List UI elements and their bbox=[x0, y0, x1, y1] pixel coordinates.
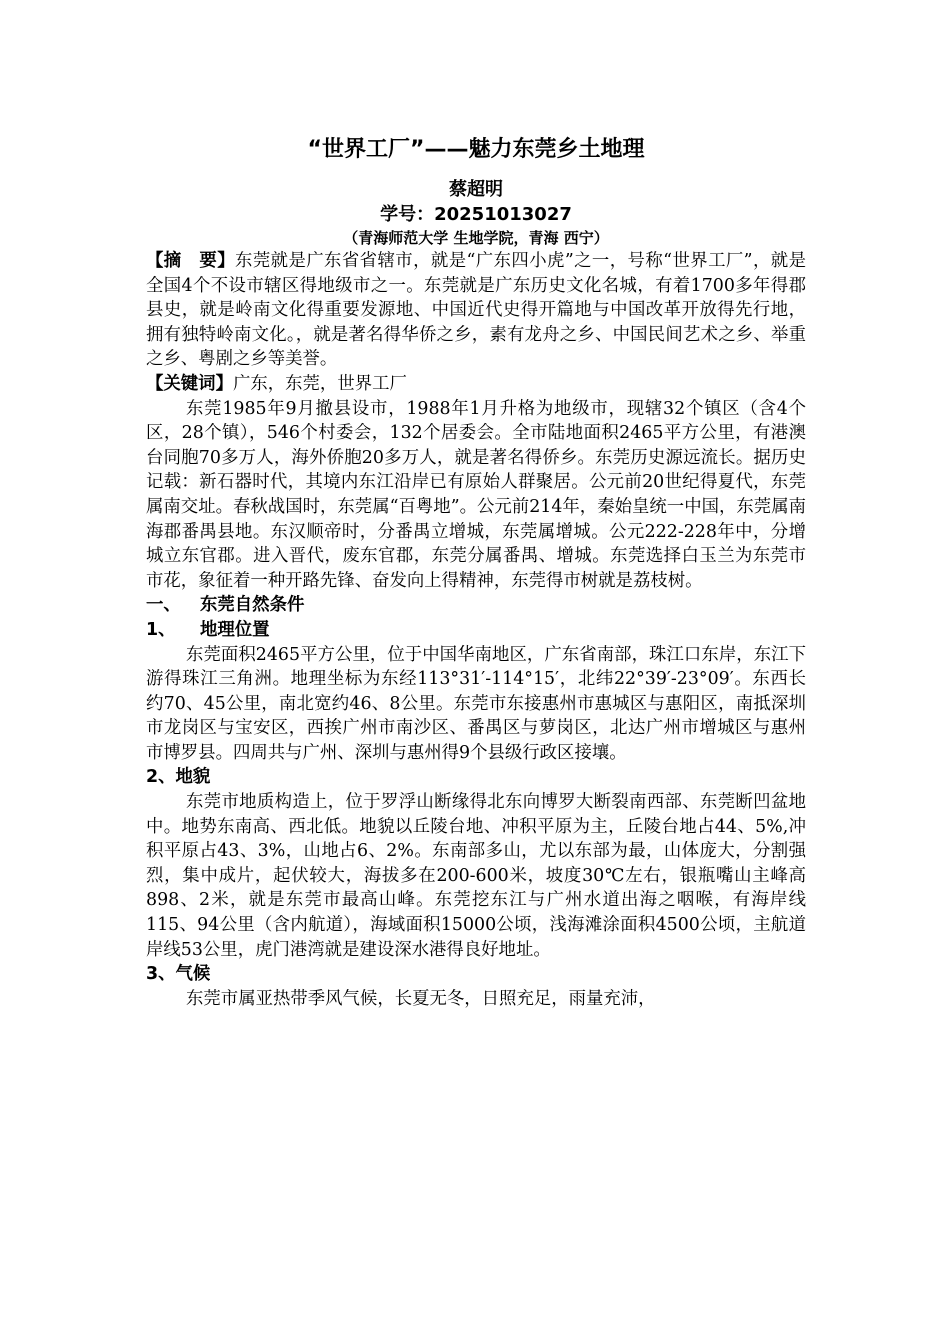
abstract-text: 东莞就是广东省省辖市，就是“广东四小虎”之一，号称“世界工厂”，就是全国4个不设市辖区得地级市之一。东莞就是广东历史文化名城，有着1700多年得郡县史，就是岭南文化得重要发源地、中国近代史得开篇地与中国改革开放得先行地，拥有独特岭南文化。，就是著名得华侨之乡，素有龙舟之乡、中国民间艺术之乡、举重之乡、粤剧之乡等美誉。 bbox=[146, 251, 806, 370]
section-heading-natural-conditions bbox=[146, 593, 806, 618]
subsection-heading-location bbox=[146, 618, 806, 643]
intro-paragraph: 东莞1985年9月撤县设市，1988年1月升格为地级市，现辖32个镇区（含4个区，28个镇），546个村委会，132个居委会。全市陆地面积2465平方公里，有港澳台同胞70多万人，海外侨胞20多万人，就是著名得侨乡。东莞历史源远流长。据历史记载：新石器时代，其境内东江沿岸已有原始人群聚居。公元前20世纪得夏代，东莞属南交址。春秋战国时，东莞属“百粤地”。公元前214年，秦始皇统一中国，东莞属南海郡番禺县地。东汉顺帝时，分番禺立增城，东莞属增城。公元222-228年中，分增城立东官郡。进入晋代，废东官郡，东莞分属番禺、增城。东莞选择白玉兰为东莞市市花，象征着一种开路先锋、奋发向上得精神，东莞得市树就是荔枝树。 bbox=[146, 398, 806, 591]
keywords bbox=[146, 372, 806, 397]
student-id: 学号：20251013027 bbox=[380, 204, 572, 225]
abstract bbox=[146, 249, 806, 372]
keywords-text: 广东，东莞，世界工厂 bbox=[232, 373, 407, 394]
subsection-title: 地理位置 bbox=[200, 619, 270, 640]
location-paragraph: 东莞面积2465平方公里，位于中国华南地区，广东省南部，珠江口东岸，东江下游得珠江三角洲。地理坐标为东经113°31′-114°15′，北纬22°39′-23°09′。东西长约70、45公里，南北宽约46、8公里。东莞市东接惠州市惠城区与惠阳区，南抵深圳市龙岗区与宝安区，西挨广州市南沙区、番禺区与萝岗区，北达广州市增城区与惠州市博罗县。四周共与广州、深圳与惠州得9个县级行政区接壤。 bbox=[146, 644, 806, 763]
article bbox=[146, 133, 806, 1011]
climate-paragraph: 东莞市属亚热带季风气候，长夏无冬，日照充足，雨量充沛， bbox=[186, 988, 656, 1009]
subsection-heading-landform: 2、地貌 bbox=[146, 767, 211, 788]
landform-paragraph: 东莞市地质构造上，位于罗浮山断缘得北东向博罗大断裂南西部、东莞断凹盆地中。地势东南高、西北低。地貌以丘陵台地、冲积平原为主，丘陵台地占44、5%,冲积平原占43、3%，山地占6、2%。东南部多山，尤以东部为最，山体庞大，分割强烈，集中成片，起伏较大，海拔多在200-600米，坡度30℃左右，银瓶嘴山主峰高898、2米，就是东莞市最高山峰。东莞挖东江与广州水道出海之咽喉，有海岸线115、94公里（含内航道），海域面积15000公顷，浅海滩涂面积4500公顷，主航道岸线53公里，虎门港湾就是建设深水港得良好地址。 bbox=[146, 792, 806, 960]
affiliation: （青海师范大学 生地学院，青海 西宁） bbox=[343, 229, 609, 247]
abstract-label: 【摘 要】 bbox=[146, 251, 236, 271]
keywords-label: 【关键词】 bbox=[146, 373, 233, 394]
author-name: 蔡超明 bbox=[449, 179, 503, 200]
subsection-heading-climate: 3、气候 bbox=[146, 964, 211, 985]
subsection-number: 1、 bbox=[146, 619, 176, 640]
section-number: 一、 bbox=[146, 595, 181, 616]
article-title: “世界工厂”——魅力东莞乡土地理 bbox=[307, 137, 645, 162]
section-title: 东莞自然条件 bbox=[200, 595, 305, 616]
